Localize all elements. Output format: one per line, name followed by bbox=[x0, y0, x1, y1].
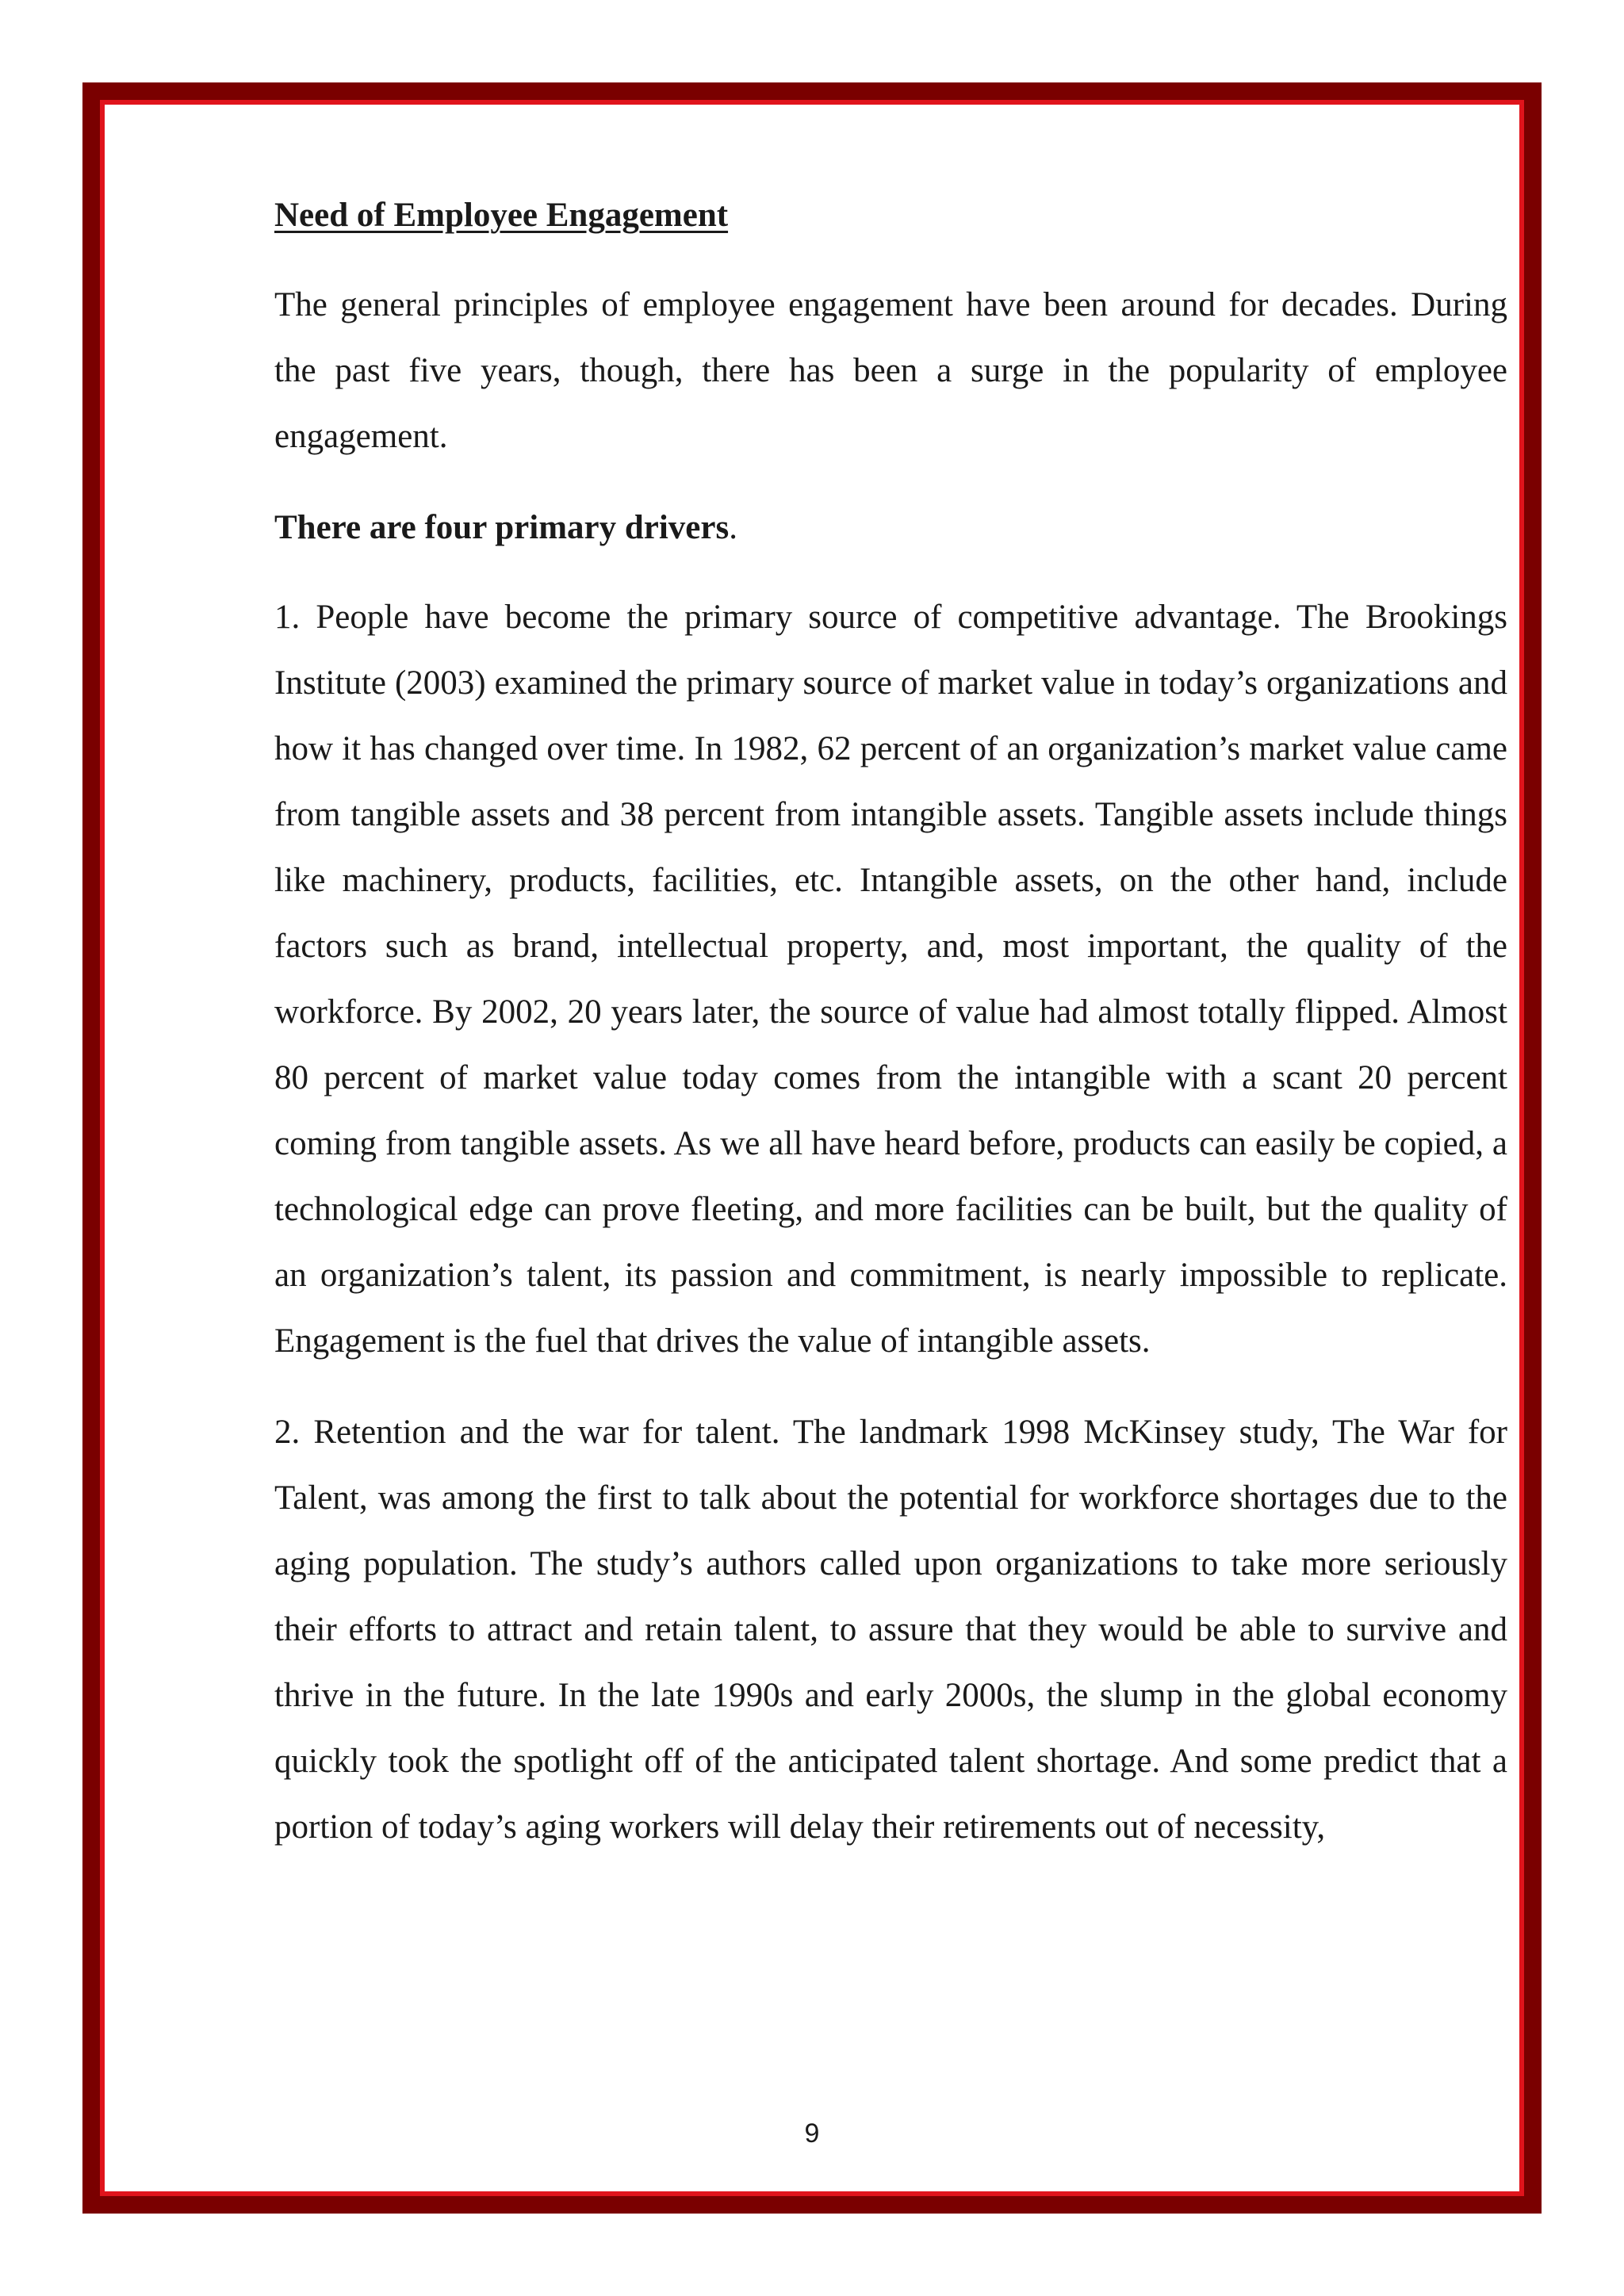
driver-point-1: 1. People have become the primary source of competitive advantage. The Brookings Institute (2003) examined the primary source of market value in today’s organizations and how it has changed over time. In 1982, 62 percent of an organization’s market value came from tangible assets and 38 percent from intangible assets. Tangible assets include things like machinery, products, facilities, etc. Intangible assets, on the other hand, include factors such as brand, intellectual property, and, most important, the quality of the workforce. By 2002, 20 years later, the source of value had almost totally flipped. Almost 80 percent of market value today comes from the intangible with a scant 20 percent coming from tangible assets. As we all have heard before, products can easily be copied, a technological edge can prove fleeting, and more facilities can be built, but the quality of an organization’s talent, its passion and commitment, is nearly impossible to replicate. Engagement is the fuel that drives the value of intangible assets. bbox=[274, 599, 1507, 1360]
page-number: 9 bbox=[804, 2118, 820, 2149]
page-content bbox=[274, 182, 1507, 1885]
drivers-heading-text: There are four primary drivers bbox=[274, 509, 730, 546]
drivers-heading bbox=[274, 495, 1507, 561]
driver-point-2: 2. Retention and the war for talent. The landmark 1998 McKinsey study, The War for Talent, was among the first to talk about the potential for workforce shortages due to the aging population. The study’s authors called upon organizations to take more seriously their efforts to attract and retain talent, to assure that they would be able to survive and thrive in the future. In the late 1990s and early 2000s, the slump in the global economy quickly took the spotlight off of the anticipated talent shortage. And some predict that a portion of today’s aging workers will delay their retirements out of necessity, bbox=[274, 1414, 1507, 1846]
drivers-heading-punct: . bbox=[729, 509, 737, 546]
intro-paragraph: The general principles of employee engagement have been around for decades. During the past five years, though, there has been a surge in the popularity of employee engagement. bbox=[274, 286, 1507, 455]
section-heading: Need of Employee Engagement bbox=[274, 197, 729, 234]
